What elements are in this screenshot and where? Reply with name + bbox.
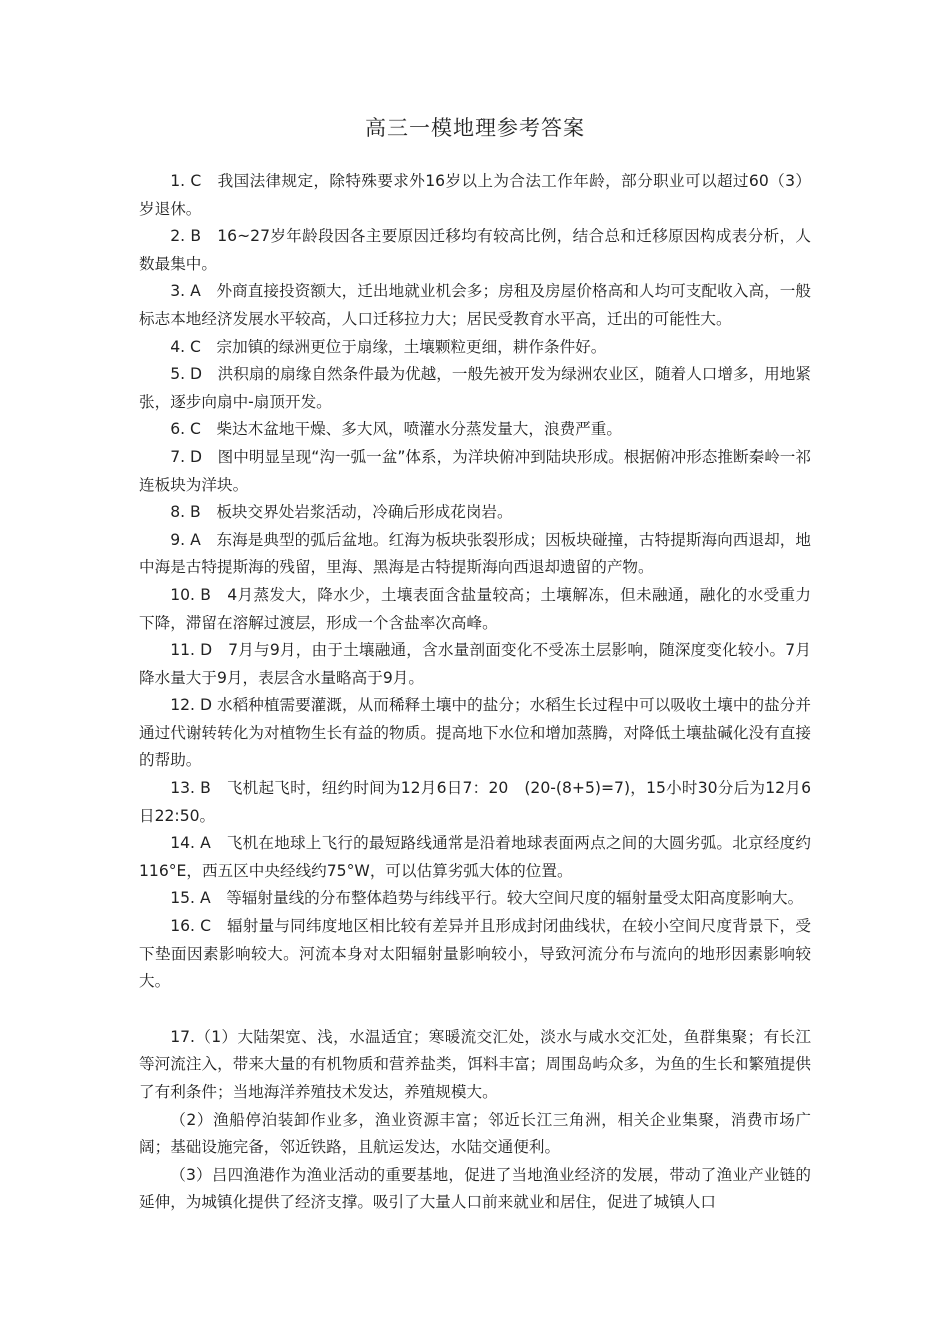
answer-item-5: 5. D 洪积扇的扇缘自然条件最为优越，一般先被开发为绿洲农业区，随着人口增多，用地紧张，逐步向扇中-扇顶开发。 [139,365,811,411]
answer-item-17-part-1: 17.（1）大陆架宽、浅，水温适宜；寒暖流交汇处，淡水与咸水交汇处，鱼群集聚；有长江等河流注入，带来大量的有机物质和营养盐类，饵料丰富；周围岛屿众多，为鱼的生长和繁殖提供了有利条件；当地海洋养殖技术发达，养殖规模大。 [139,1027,811,1101]
answer-item-12: 12. D 水稻种植需要灌溉，从而稀释土壤中的盐分；水稻生长过程中可以吸收土壤中的盐分并通过代谢转转化为对植物生长有益的物质。提高地下水位和增加蒸腾，对降低土壤盐碱化没有直接的帮助。 [139,696,811,770]
answer-item-2: 2. B 16~27岁年龄段因各主要原因迁移均有较高比例，结合总和迁移原因构成表分析，人数最集中。 [139,227,811,273]
answer-item-1: 1. C 我国法律规定，除特殊要求外16岁以上为合法工作年龄，部分职业可以超过60（3）岁退休。 [139,172,811,218]
answer-item-4: 4. C 宗加镇的绿洲更位于扇缘，土壤颗粒更细，耕作条件好。 [170,337,607,356]
answer-content [139,168,811,1217]
answer-item-17-part-3: （3）吕四渔港作为渔业活动的重要基地，促进了当地渔业经济的发展，带动了渔业产业链的延伸，为城镇化提供了经济支撑。吸引了大量人口前来就业和居住，促进了城镇人口 [139,1165,811,1212]
answer-item-7: 7. D 图中明显呈现“沟一弧一盆”体系，为洋块俯冲到陆块形成。根据俯冲形态推断秦岭一祁连板块为洋块。 [139,447,811,494]
answer-item-15: 15. A 等辐射量线的分布整体趋势与纬线平行。较大空间尺度的辐射量受太阳高度影响大。 [170,889,804,908]
page-title: 高三一模地理参考答案 [365,116,585,140]
answer-item-6: 6. C 柴达木盆地干燥、多大风，喷灌水分蒸发量大，浪费严重。 [170,420,622,439]
section-gap [139,996,811,1024]
answer-item-14: 14. A 飞机在地球上飞行的最短路线通常是沿着地球表面两点之间的大圆劣弧。北京经度约116°E，西五区中央经线约75°W，可以估算劣弧大体的位置。 [139,834,811,880]
answer-item-13: 13. B 飞机起飞时，纽约时间为12月6日7：20 (20-(8+5)=7)，15小时30分后为12月6日22:50。 [139,779,811,825]
answer-item-3: 3. A 外商直接投资额大，迁出地就业机会多；房租及房屋价格高和人均可支配收入高，一般标志本地经济发展水平较高，人口迁移拉力大；居民受教育水平高，迁出的可能性大。 [139,282,811,328]
answer-item-9: 9. A 东海是典型的弧后盆地。红海为板块张裂形成；因板块碰撞，古特提斯海向西退却，地中海是古特提斯海的残留，里海、黑海是古特提斯海向西退却遗留的产物。 [139,530,811,577]
answer-item-10: 10. B 4月蒸发大，降水少，土壤表面含盐量较高；土壤解冻，但未融通，融化的水受重力下降，滞留在溶解过渡层，形成一个含盐率次高峰。 [139,585,811,632]
answer-item-17-part-2: （2）渔船停泊装卸作业多，渔业资源丰富；邻近长江三角洲，相关企业集聚，消费市场广阔；基础设施完备，邻近铁路，且航运发达，水陆交通便利。 [139,1110,811,1157]
answer-item-16: 16. C 辐射量与同纬度地区相比较有差异并且形成封闭曲线状，在较小空间尺度背景下，受下垫面因素影响较大。河流本身对太阳辐射量影响较小，导致河流分布与流向的地形因素影响较大。 [139,917,811,991]
answer-item-11: 11. D 7月与9月，由于土壤融通，含水量剖面变化不受冻土层影响，随深度变化较小。7月降水量大于9月，表层含水量略高于9月。 [139,641,811,687]
answer-item-8: 8. B 板块交界处岩浆活动，冷确后形成花岗岩。 [170,503,513,522]
